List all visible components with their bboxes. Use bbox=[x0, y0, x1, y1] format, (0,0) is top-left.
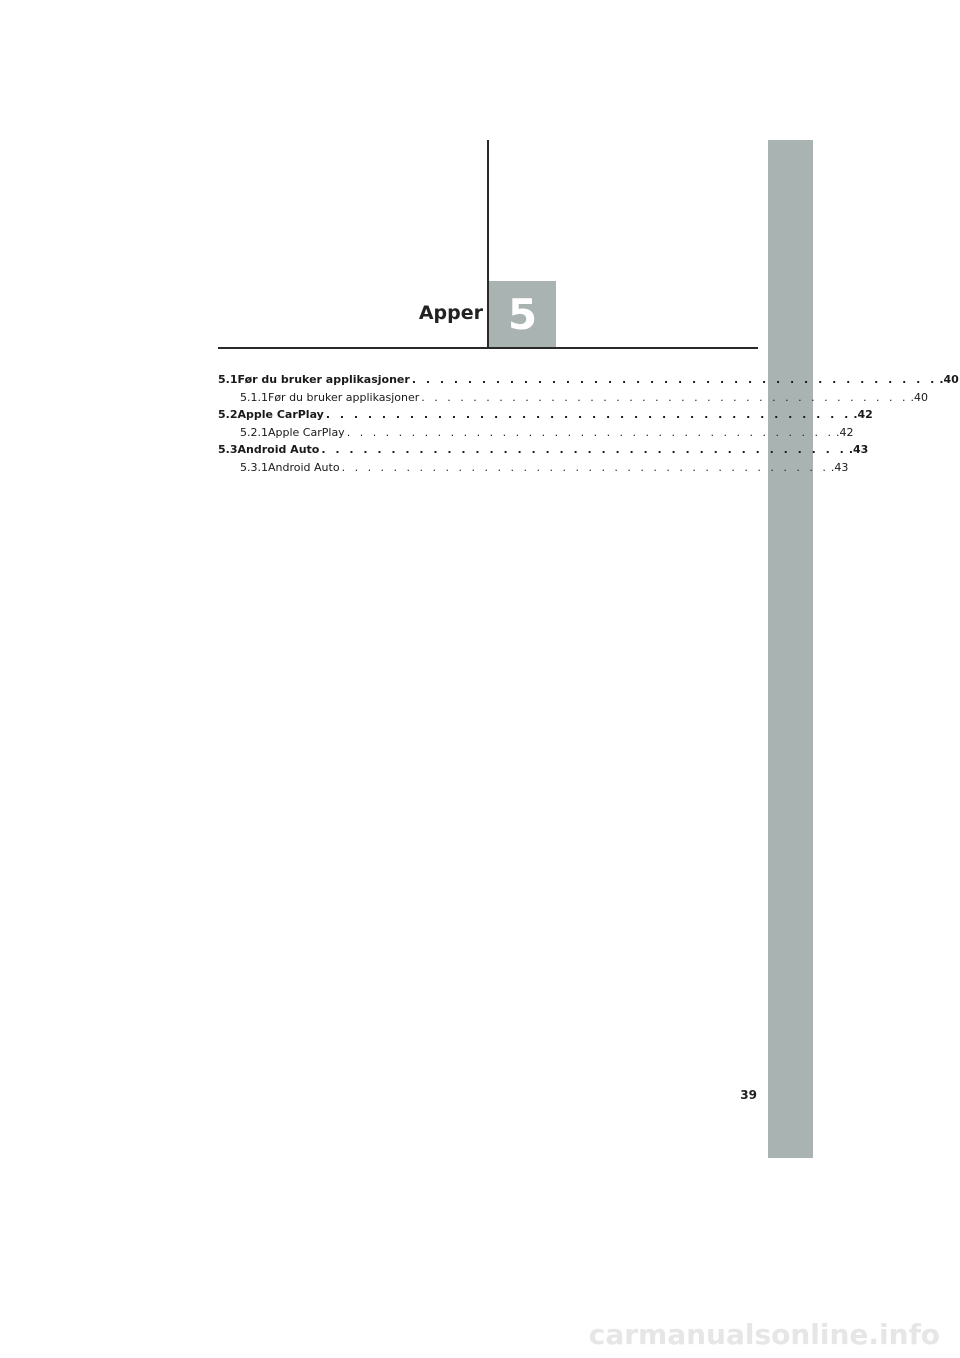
toc-entry-page: .40 bbox=[910, 390, 929, 404]
toc-entry-page: .43 bbox=[848, 443, 869, 456]
toc-leader-dots: . . . . . . . . . . . . . . . . . . . . . . . . . . . . . . . . . . . . . . bbox=[325, 408, 852, 421]
chapter-side-tab bbox=[768, 140, 813, 1158]
page-number: 39 bbox=[740, 1088, 757, 1102]
toc-entry-page: .43 bbox=[830, 460, 849, 474]
toc-entry-label: Før du bruker applikasjoner bbox=[268, 390, 420, 404]
toc-entry[interactable] bbox=[218, 371, 959, 389]
toc-entry[interactable] bbox=[218, 406, 873, 424]
toc-entry[interactable] bbox=[218, 441, 869, 459]
toc-entry-number: 5.3.1 bbox=[240, 460, 268, 474]
toc-entry-number: 5.1.1 bbox=[240, 390, 268, 404]
toc-entry[interactable] bbox=[218, 459, 849, 477]
chapter-title: Apper bbox=[418, 302, 483, 324]
toc-leader-dots: . . . . . . . . . . . . . . . . . . . . . . . . . . . . . . . . . . . . . . bbox=[341, 460, 829, 474]
toc-entry[interactable] bbox=[218, 389, 929, 407]
toc-entry-number: 5.2 bbox=[218, 408, 238, 421]
toc-entry-label: Android Auto bbox=[237, 443, 320, 456]
toc-entry-number: 5.3 bbox=[218, 443, 238, 456]
toc-entry-page: .42 bbox=[835, 425, 854, 439]
toc-entry-label: Apple CarPlay bbox=[268, 425, 345, 439]
toc-entry[interactable] bbox=[218, 424, 854, 442]
horizontal-rule bbox=[218, 347, 758, 349]
toc-leader-dots: . . . . . . . . . . . . . . . . . . . . . . . . . . . . . . . . . . . . . . bbox=[321, 443, 847, 456]
toc-leader-dots: . . . . . . . . . . . . . . . . . . . . . . . . . . . . . . . . . . . . . . bbox=[346, 425, 834, 439]
chapter-number: 5 bbox=[507, 289, 538, 339]
toc-entry-number: 5.1 bbox=[218, 373, 238, 386]
chapter-number-badge bbox=[489, 281, 556, 347]
table-of-contents bbox=[218, 371, 959, 476]
toc-entry-number: 5.2.1 bbox=[240, 425, 268, 439]
toc-entry-label: Før du bruker applikasjoner bbox=[237, 373, 410, 386]
watermark: carmanualsonline.info bbox=[588, 1318, 940, 1351]
toc-leader-dots: . . . . . . . . . . . . . . . . . . . . . . . . . . . . . . . . . . . . . . bbox=[411, 373, 938, 386]
toc-leader-dots: . . . . . . . . . . . . . . . . . . . . . . . . . . . . . . . . . . . . . . bbox=[421, 390, 909, 404]
toc-entry-page: .42 bbox=[853, 408, 873, 421]
toc-entry-label: Apple CarPlay bbox=[237, 408, 324, 421]
toc-entry-page: .40 bbox=[939, 373, 959, 386]
toc-entry-label: Android Auto bbox=[268, 460, 340, 474]
